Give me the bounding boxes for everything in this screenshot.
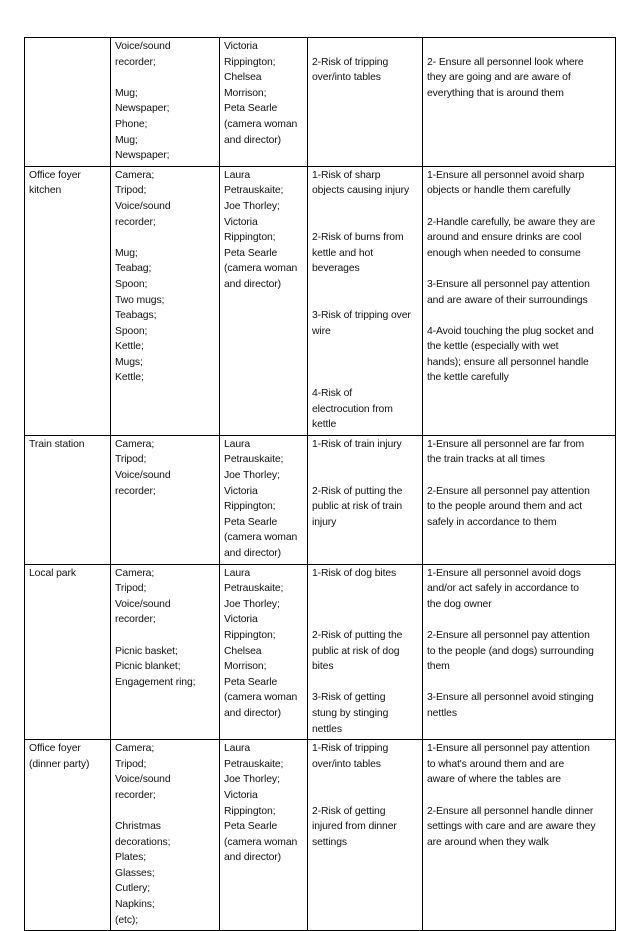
cell-line [312, 452, 418, 468]
cell-line: Local park [29, 567, 76, 579]
cell-line: Picnic basket; [115, 645, 178, 657]
cell-line: to the people (and dogs) surrounding [427, 645, 594, 657]
cell-line: Camera; [115, 169, 155, 181]
cell-line: Kettle; [115, 341, 144, 353]
cell-line: Tripod; [115, 583, 147, 595]
cell-line: Peta Searle [224, 676, 278, 688]
cell-line: the dog owner [427, 598, 492, 610]
cell-line: Voice/sound [115, 774, 171, 786]
cell-line: they are going and are aware of [427, 72, 571, 84]
table-row [25, 564, 616, 740]
equipment-cell [111, 166, 220, 435]
cell-line: Peta Searle [224, 247, 278, 259]
cell-line: Spoon; [115, 278, 148, 290]
cell-line: recorder; [115, 216, 156, 228]
cell-line: Two mugs; [115, 294, 165, 306]
cell-line: Voice/sound [115, 41, 171, 52]
table-row [25, 166, 616, 435]
cell-line [115, 628, 215, 644]
equipment-cell [111, 564, 220, 740]
cell-line: Tripod; [115, 185, 147, 197]
cell-line: Petrauskaite; [224, 185, 284, 197]
cell-line [312, 277, 418, 293]
people-cell [220, 740, 308, 931]
people-cell [220, 38, 308, 167]
location-cell [25, 740, 111, 931]
cell-line: 1-Ensure all personnel avoid dogs [427, 567, 581, 579]
cell-line [312, 215, 418, 231]
table-row [25, 435, 616, 564]
cell-line: Office foyer [29, 169, 81, 181]
cell-line: public at risk of train [312, 501, 403, 513]
cell-line: kettle and hot [312, 247, 373, 259]
controls-cell [423, 435, 616, 564]
cell-line: aware of where the tables are [427, 774, 561, 786]
cell-line: Joe Thorley; [224, 598, 280, 610]
cell-line: 3-Ensure all personnel avoid stinging [427, 692, 594, 704]
cell-line: Cutlery; [115, 883, 150, 895]
cell-line: 1-Ensure all personnel avoid sharp [427, 169, 585, 181]
cell-line: to what's around them and are [427, 758, 565, 770]
cell-line: (camera woman [224, 692, 298, 704]
cell-line: 1-Risk of dog bites [312, 567, 397, 579]
cell-line: Christmas [115, 821, 161, 833]
cell-line: decorations; [115, 836, 171, 848]
cell-line: Voice/sound [115, 200, 171, 212]
cell-line: Teabag; [115, 263, 152, 275]
cell-line: Laura [224, 438, 251, 450]
cell-line [312, 199, 418, 215]
cell-line: safely in accordance to them [427, 516, 557, 528]
cell-line: Voice/sound [115, 470, 171, 482]
cell-line [427, 612, 611, 628]
controls-cell [423, 166, 616, 435]
cell-line: Rippington; [224, 232, 276, 244]
controls-cell [423, 564, 616, 740]
cell-line: Spoon; [115, 325, 148, 337]
cell-line: them [427, 661, 450, 673]
cell-line: recorder; [115, 789, 156, 801]
cell-line: Mug; [115, 134, 138, 146]
cell-line: and director) [224, 852, 282, 864]
cell-line: and/or act safely in accordance to [427, 583, 579, 595]
cell-line: Joe Thorley; [224, 470, 280, 482]
cell-line: Victoria [224, 41, 258, 52]
cell-line: recorder; [115, 614, 156, 626]
cell-line [312, 468, 418, 484]
cell-line: Glasses; [115, 867, 155, 879]
cell-line: Mugs; [115, 356, 143, 368]
cell-line: (camera woman [224, 118, 298, 130]
cell-line [312, 597, 418, 613]
cell-line: Office foyer [29, 743, 81, 755]
cell-line [312, 39, 418, 55]
cell-line: bites [312, 661, 334, 673]
cell-line: Morrison; [224, 87, 267, 99]
cell-line: Engagement ring; [115, 676, 196, 688]
risks-cell [308, 564, 423, 740]
cell-line: Camera; [115, 567, 155, 579]
cell-line: Phone; [115, 118, 148, 130]
cell-line: (dinner party) [29, 758, 90, 770]
cell-line: Victoria [224, 485, 258, 497]
cell-line: the train tracks at all times [427, 454, 545, 466]
cell-line: enough when needed to consume [427, 247, 581, 259]
cell-line: Newspaper; [115, 103, 170, 115]
cell-line: Joe Thorley; [224, 774, 280, 786]
cell-line: to the people around them and act [427, 501, 582, 513]
cell-line [427, 788, 611, 804]
cell-line [115, 70, 215, 86]
cell-line: Chelsea [224, 72, 262, 84]
equipment-cell [111, 740, 220, 931]
risk-assessment-table [24, 37, 616, 931]
table-row [25, 38, 616, 167]
cell-line: Peta Searle [224, 103, 278, 115]
cell-line: Tripod; [115, 758, 147, 770]
controls-cell [423, 740, 616, 931]
cell-line: 2-Risk of burns from [312, 232, 404, 244]
cell-line: (camera woman [224, 532, 298, 544]
cell-line: 1-Risk of train injury [312, 438, 402, 450]
cell-line: 2-Risk of putting the [312, 485, 403, 497]
cell-line: Chelsea [224, 645, 262, 657]
cell-line: Camera; [115, 743, 155, 755]
cell-line: objects or handle them carefully [427, 185, 571, 197]
cell-line [312, 355, 418, 371]
cell-line [312, 675, 418, 691]
cell-line: stung by stinging [312, 707, 389, 719]
cell-line: over/into tables [312, 758, 381, 770]
cell-line [312, 339, 418, 355]
cell-line: 4-Risk of [312, 388, 353, 400]
cell-line: 2-Risk of putting the [312, 629, 403, 641]
cell-line: Teabags; [115, 310, 157, 322]
cell-line: 2- Ensure all personnel look where [427, 56, 584, 68]
cell-line: (etc); [115, 914, 139, 926]
cell-line [427, 468, 611, 484]
cell-line: Camera; [115, 438, 155, 450]
cell-line: Petrauskaite; [224, 583, 284, 595]
cell-line: Victoria [224, 216, 258, 228]
cell-line: kettle [312, 419, 337, 431]
cell-line: public at risk of dog [312, 645, 400, 657]
cell-line: and director) [224, 707, 282, 719]
cell-line [427, 308, 611, 324]
cell-line: Laura [224, 169, 251, 181]
cell-line: Laura [224, 743, 251, 755]
cell-line [312, 293, 418, 309]
cell-line [427, 39, 611, 55]
location-cell [25, 38, 111, 167]
cell-line: Petrauskaite; [224, 454, 284, 466]
cell-line: and director) [224, 548, 282, 559]
cell-line: 3-Ensure all personnel pay attention [427, 278, 590, 290]
controls-cell [423, 38, 616, 167]
cell-line: the kettle (especially with wet [427, 341, 559, 353]
cell-line: 3-Risk of getting [312, 692, 386, 704]
cell-line: Train station [29, 438, 85, 450]
cell-line: Morrison; [224, 661, 267, 673]
cell-line: and are aware of their surroundings [427, 294, 588, 306]
cell-line: injury [312, 516, 337, 528]
cell-line: 2-Risk of tripping [312, 56, 389, 68]
cell-line: nettles [312, 723, 342, 735]
cell-line: Voice/sound [115, 598, 171, 610]
cell-line: 2-Handle carefully, be aware they are [427, 216, 596, 228]
people-cell [220, 564, 308, 740]
cell-line: Peta Searle [224, 821, 278, 833]
cell-line [312, 772, 418, 788]
cell-line: Victoria [224, 789, 258, 801]
cell-line: (camera woman [224, 836, 298, 848]
cell-line: Peta Searle [224, 516, 278, 528]
cell-line: Newspaper; [115, 150, 170, 162]
cell-line: 1-Risk of sharp [312, 169, 381, 181]
cell-line: Victoria [224, 614, 258, 626]
cell-line: around and ensure drinks are cool [427, 232, 582, 244]
cell-line: over/into tables [312, 72, 381, 84]
cell-line [312, 788, 418, 804]
cell-line: recorder; [115, 56, 156, 68]
cell-line: electrocution from [312, 403, 393, 415]
table-row [25, 740, 616, 931]
equipment-cell [111, 38, 220, 167]
cell-line: nettles [427, 707, 457, 719]
cell-line: Laura [224, 567, 251, 579]
cell-line: Plates; [115, 852, 147, 864]
location-cell [25, 166, 111, 435]
cell-line: everything that is around them [427, 87, 564, 99]
cell-line: recorder; [115, 485, 156, 497]
cell-line [115, 230, 215, 246]
cell-line: Rippington; [224, 629, 276, 641]
risks-cell [308, 740, 423, 931]
equipment-cell [111, 435, 220, 564]
cell-line: and director) [224, 134, 282, 146]
cell-line: 2-Ensure all personnel pay attention [427, 485, 590, 497]
people-cell [220, 435, 308, 564]
risks-cell [308, 38, 423, 167]
cell-line: objects causing injury [312, 185, 410, 197]
cell-line: the kettle carefully [427, 372, 509, 384]
cell-line: injured from dinner [312, 821, 397, 833]
cell-line: hands); ensure all personnel handle [427, 356, 589, 368]
cell-line: kitchen [29, 185, 62, 197]
cell-line: 4-Avoid touching the plug socket and [427, 325, 594, 337]
cell-line: settings with care and are aware they [427, 821, 596, 833]
risks-cell [308, 166, 423, 435]
cell-line [427, 675, 611, 691]
cell-line [115, 804, 215, 820]
cell-line: 1-Ensure all personnel are far from [427, 438, 585, 450]
cell-line [427, 261, 611, 277]
cell-line: 3-Risk of tripping over [312, 310, 411, 322]
cell-line: Napkins; [115, 899, 155, 911]
cell-line: and director) [224, 278, 282, 290]
risk-table-body [25, 38, 616, 931]
cell-line [312, 581, 418, 597]
cell-line [427, 199, 611, 215]
cell-line: settings [312, 836, 348, 848]
cell-line: 1-Risk of tripping [312, 743, 389, 755]
cell-line: Joe Thorley; [224, 200, 280, 212]
cell-line: (camera woman [224, 263, 298, 275]
people-cell [220, 166, 308, 435]
cell-line: wire [312, 325, 331, 337]
cell-line: 2-Ensure all personnel handle dinner [427, 805, 594, 817]
cell-line: Rippington; [224, 56, 276, 68]
cell-line: Picnic blanket; [115, 661, 181, 673]
cell-line: Petrauskaite; [224, 758, 284, 770]
location-cell [25, 435, 111, 564]
cell-line: beverages [312, 263, 360, 275]
cell-line: Rippington; [224, 501, 276, 513]
risks-cell [308, 435, 423, 564]
cell-line: Mug; [115, 247, 138, 259]
cell-line [312, 612, 418, 628]
location-cell [25, 564, 111, 740]
cell-line: 2-Ensure all personnel pay attention [427, 629, 590, 641]
cell-line: 1-Ensure all personnel pay attention [427, 743, 590, 755]
cell-line: Tripod; [115, 454, 147, 466]
cell-line: Mug; [115, 87, 138, 99]
cell-line [312, 370, 418, 386]
cell-line: are around when they walk [427, 836, 549, 848]
cell-line: Rippington; [224, 805, 276, 817]
cell-line: 2-Risk of getting [312, 805, 386, 817]
cell-line: Kettle; [115, 372, 144, 384]
